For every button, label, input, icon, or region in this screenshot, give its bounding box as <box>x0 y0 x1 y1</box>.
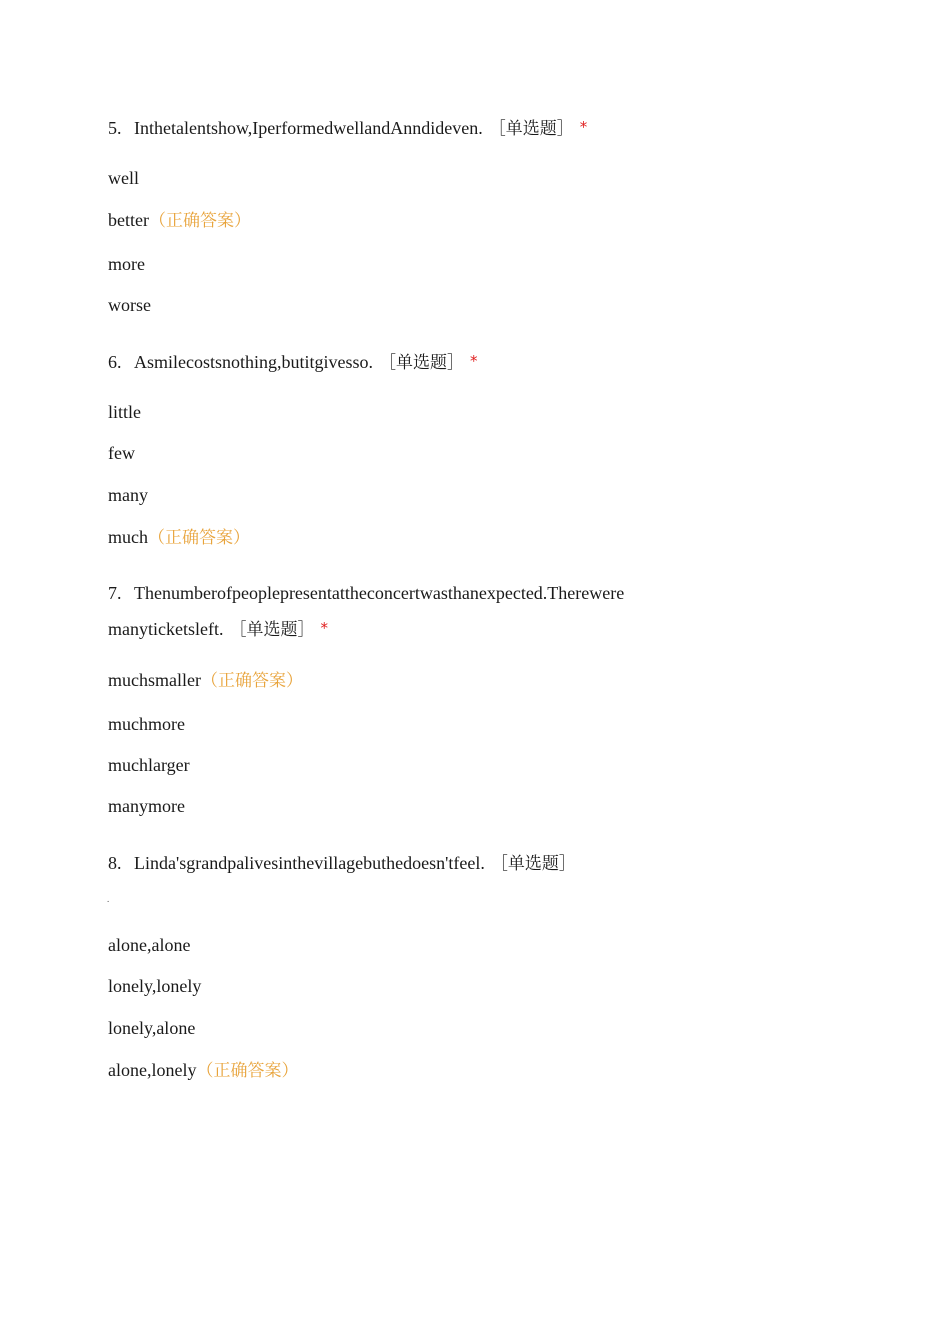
question-type-tag: ［单选题］ <box>490 854 576 874</box>
option-q6-little: little <box>108 402 141 422</box>
question-text-continued: manyticketsleft. <box>108 619 224 639</box>
question-text: Linda'sgrandpalivesinthevillagebuthedoesn'tfeel. <box>134 853 485 873</box>
correct-answer-label: （正确答案） <box>200 671 303 691</box>
question-number: 8. <box>108 853 122 873</box>
option-q6-many: many <box>108 485 148 505</box>
question-text: Thenumberofpeoplepresentattheconcertwasthanexpected.Therewere <box>134 583 625 603</box>
option-q5-well: well <box>108 168 139 188</box>
required-marker: * <box>320 619 328 637</box>
question-7-title-continued <box>108 617 328 642</box>
stray-mark: . <box>107 894 110 904</box>
option-q7-manymore: manymore <box>108 796 185 816</box>
option-q8-alone-alone: alone,alone <box>108 935 191 955</box>
question-7-title <box>108 581 624 605</box>
question-5-title <box>108 116 587 141</box>
question-number: 5. <box>108 118 122 138</box>
option-q6-few: few <box>108 443 135 463</box>
option-q5-better: better（正确答案） <box>108 210 251 231</box>
question-text: Asmilecostsnothing,butitgivesso. <box>134 352 374 372</box>
option-q7-muchsmaller: muchsmaller（正确答案） <box>108 670 303 691</box>
correct-answer-label: （正确答案） <box>148 528 250 548</box>
option-q7-muchlarger: muchlarger <box>108 755 190 775</box>
option-q7-muchmore: muchmore <box>108 714 185 734</box>
question-type-tag: ［单选题］ <box>379 353 465 373</box>
question-6-title <box>108 350 478 375</box>
option-q6-much: much（正确答案） <box>108 527 250 548</box>
option-q5-more: more <box>108 254 145 274</box>
option-q8-lonely-alone: lonely,alone <box>108 1018 196 1038</box>
question-type-tag: ［单选题］ <box>488 119 574 139</box>
question-number: 7. <box>108 583 122 603</box>
correct-answer-label: （正确答案） <box>196 1061 299 1081</box>
option-q8-lonely-lonely: lonely,lonely <box>108 976 202 996</box>
question-8-title <box>108 851 576 876</box>
option-q8-alone-lonely: alone,lonely（正确答案） <box>108 1060 299 1081</box>
question-type-tag: ［单选题］ <box>229 620 315 640</box>
question-number: 6. <box>108 352 122 372</box>
required-marker: * <box>470 352 478 370</box>
question-text: Inthetalentshow,IperformedwellandAnndideven. <box>134 118 483 138</box>
correct-answer-label: （正确答案） <box>148 211 251 231</box>
required-marker: * <box>579 118 588 136</box>
option-q5-worse: worse <box>108 295 151 315</box>
